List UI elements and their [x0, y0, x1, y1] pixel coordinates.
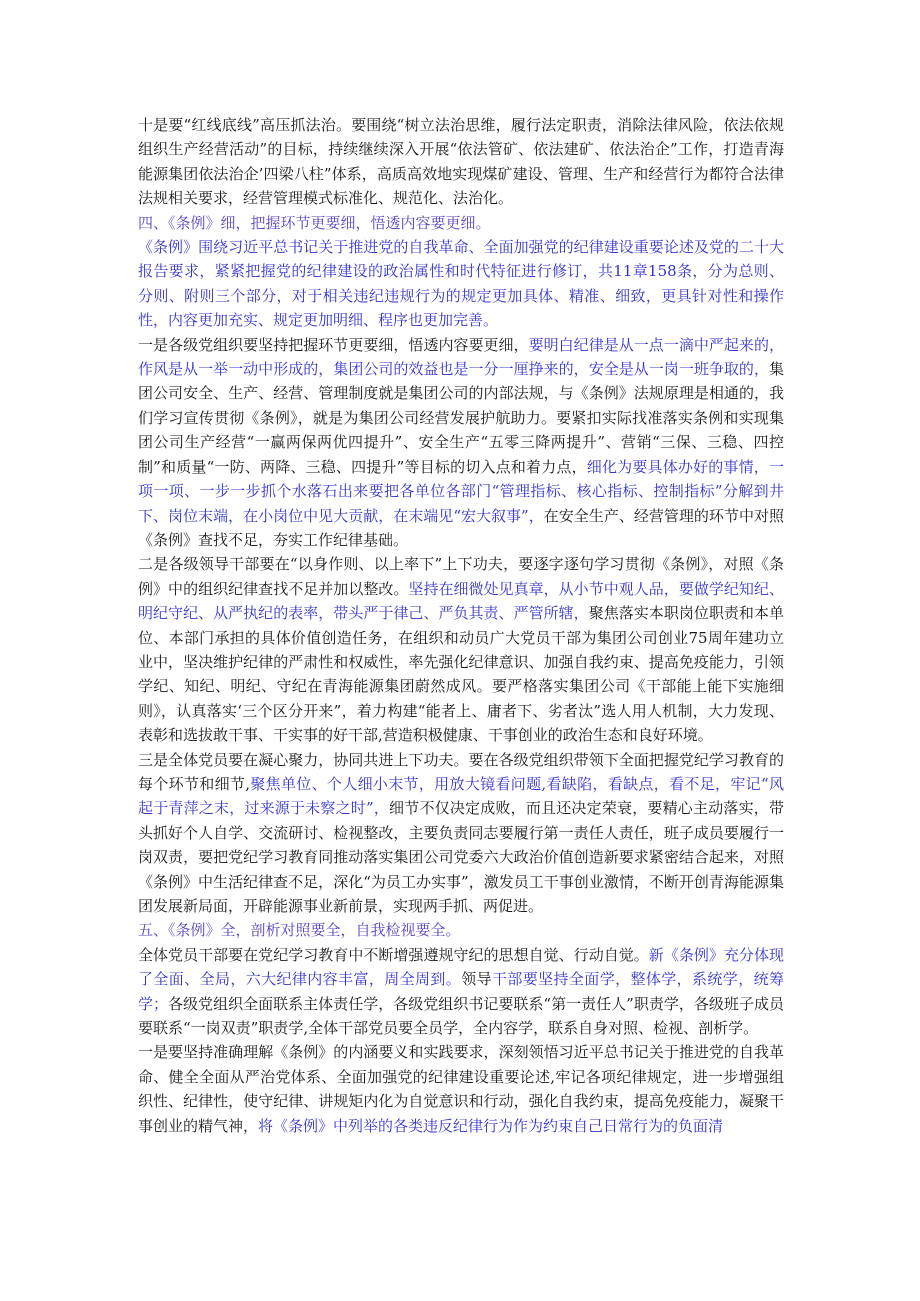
text-segment: 十是要“红线底线”高压抓法治。要围绕“树立法治思维，履行法定职责，消除法律风险，依法依规组织生产经营活动”的目标，持续继续深入开展“依法管矿、依法建矿、依法治企”工作，打造青海能源集团依法治企’四梁八柱”体系，高质高效地实现煤矿建设、管理、生产和经营行为都符合法律法规相关要求，经营管理模式标准化、规范化、法治化。	[138, 116, 784, 208]
highlighted-text: 干部要坚持全面学，整体学，系统学，统筹学；	[138, 970, 784, 1013]
body-paragraph	[138, 943, 784, 1041]
text-segment: 在安全生产、经营管理的环节中对照《条例》查找不足，夯实工作纪律基础。	[138, 506, 784, 549]
text-segment: 细节不仅决定成败，而且还决定荣衰，要精心主动落实，带头抓好个人自学、交流研讨、检视整改，主要负责同志要履行第一责任人责任，班子成员要履行一岗双责，要把党纪学习教育同推动落实集团公司党委六大政治价值创造新要求紧密结合起来，对照《条例》中生活纪律查不足，深化“为员工办实事”，激发员工干事创业激情，不断开创青海能源集团发展新局面，开辟能源事业新前景，实现两手抓、两促进。	[138, 799, 784, 915]
highlighted-text: 坚持在细微处见真章，从小节中观人品，要做学纪知纪、明纪守纪、从严执纪的表率，带头严于律己、严负其责、严管所辖，	[138, 579, 784, 623]
highlighted-text: 五、《条例》全，剖析对照要全，自我检视要全。	[138, 921, 461, 940]
body-paragraph	[138, 113, 784, 211]
highlighted-text: 聚焦单位、个人细小末节，用放大镜看问题,看缺陷，看缺点，看不足，牢记“风起于青萍之末，过来源于未察之时”，	[138, 774, 784, 818]
highlighted-text: 将《条例》中列举的各类违反纪律行为作为约束自己日常行为的负面清	[258, 1116, 724, 1135]
section-heading	[138, 918, 784, 942]
text-segment: 全体党员干部要在党纪学习教育中不断增强遵规守纪的思想自觉、行动自觉。	[138, 945, 649, 964]
body-paragraph	[138, 748, 784, 919]
text-segment: 领导	[461, 970, 492, 989]
body-paragraph	[138, 552, 784, 747]
body-paragraph	[138, 333, 784, 553]
body-paragraph	[138, 1040, 784, 1138]
text-segment: 聚焦落实本职岗位职责和本单位、本部门承担的具体价值创造任务，在组织和动员广大党员干部为集团公司创业75周年建功立业中，坚决维护纪律的严肃性和权威性，率先强化纪律意识、加强自我约束、提高免疫能力，引领学纪、知纪、明纪、守纪在青海能源集团蔚然成风。要严格落实集团公司《干部能上能下实施细则》，认真落实‘三个区分开来”，着力构建“能者上、庸者下、劣者汰”选人用人机制，大力发现、表彰和选拔敢干事、干实事的好干部,营造积极健康、干事创业的政治生态和良好环境。	[138, 604, 784, 745]
highlighted-text: 四、《条例》细，把握环节更要细，悟透内容要更细。	[138, 213, 491, 232]
text-segment: 三是全体党员要在凝心聚力，协同共进上下功夫。要在各级党组织带领下全面把握党纪学习教育的每个环节和细节,	[138, 750, 784, 793]
highlighted-text: 《条例》围绕习近平总书记关于推进党的自我革命、全面加强党的纪律建设重要论述及党的二十大报告要求，紧紧把握党的纪律建设的政治属性和时代特征进行修订，共11章158条，分为总则、分则、附则三个部分，对于相关违纪违规行为的规定更加具体、精准、细致，更具针对性和操作性，内容更加充实、规定更加明细、程序也更加完善。	[138, 238, 784, 330]
body-paragraph	[138, 235, 784, 333]
text-segment: 集团公司安全、生产、经营、管理制度就是集团公司的内部法规，与《条例》法规原理是相通的，我们学习宣传贯彻《条例》，就是为集团公司经营发展护航助力。要紧扣实际找准落实条例和实现集团公司生产经营“一赢两保两优四提升”、安全生产“五零三降两提升”、营销“三保、三稳、四控制”和质量“一防、两降、三稳、四提升”等目标的切入点和着力点，	[138, 360, 784, 476]
highlighted-text: 细化为要具体办好的事情，一项一项、一步一步抓个水落石出来要把各单位各部门“管理指标、核心指标、控制指标”分解到井下、岗位末端，在小岗位中见大贡献，在末端见“宏大叙事”，	[138, 457, 784, 525]
text-segment: 二是各级领导干部要在“以身作则、以上率下”上下功夫，要逐字逐句学习贯彻《条例》，对照《条例》中的组织纪律查找不足并加以整改。	[138, 555, 784, 598]
highlighted-text: 新《条例》充分体现了全面、全局，六大纪律内容丰富，周全周到。	[138, 945, 784, 989]
document-body	[138, 113, 784, 1138]
highlighted-text: 要明白纪律是从一点一滴中严起来的，作风是从一举一动中形成的，集团公司的效益也是一分一厘挣来的，安全是从一岗一班争取的，	[138, 335, 784, 379]
section-heading	[138, 211, 784, 235]
text-segment: 各级党组织全面联系主体责任学，各级党组织书记要联系“第一责任人”职责学，各级班子成员要联系“一岗双责”职责学,全体干部党员要全员学，全内容学，联系自身对照、检视、剖析学。	[138, 994, 784, 1038]
text-segment: 一是要坚持准确理解《条例》的内涵要义和实践要求，深刻领悟习近平总书记关于推进党的自我革命、健全全面从严治党体系、全面加强党的纪律建设重要论述,牢记各项纪律规定，进一步增强组织性、纪律性，使守纪律、讲规矩内化为自觉意识和行动，强化自我约束，提高免疫能力，凝聚干事创业的精气神，	[138, 1043, 784, 1135]
text-segment: 一是各级党组织要坚持把握环节更要细，悟透内容要更细，	[138, 335, 529, 354]
